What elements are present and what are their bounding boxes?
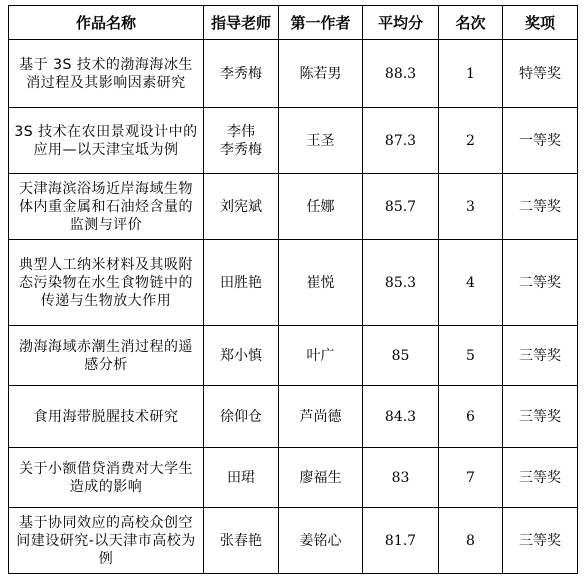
project-title: 3S 技术在农田景观设计中的应用—以天津宝坻为例 <box>9 108 204 174</box>
table-row <box>9 108 578 174</box>
header-row <box>9 6 578 40</box>
rank: 2 <box>439 108 503 174</box>
advisor <box>204 108 279 174</box>
table-row <box>9 240 578 326</box>
advisor <box>204 386 279 448</box>
header-rank: 名次 <box>439 6 503 40</box>
average-score: 85 <box>363 326 439 386</box>
first-author: 任娜 <box>279 174 363 240</box>
advisor-name: 张春艳 <box>220 532 262 549</box>
project-title: 基于协同效应的高校众创空间建设研究-以天津市高校为例 <box>9 508 204 574</box>
advisor-name: 郑小慎 <box>220 347 262 364</box>
award: 三等奖 <box>503 508 578 574</box>
advisor-name: 田胜艳 <box>220 274 262 291</box>
advisor <box>204 326 279 386</box>
award: 特等奖 <box>503 40 578 108</box>
rank: 8 <box>439 508 503 574</box>
advisor <box>204 174 279 240</box>
award: 三等奖 <box>503 326 578 386</box>
project-title: 食用海带脱腥技术研究 <box>9 386 204 448</box>
header-award: 奖项 <box>503 6 578 40</box>
award: 二等奖 <box>503 240 578 326</box>
award: 三等奖 <box>503 386 578 448</box>
average-score: 88.3 <box>363 40 439 108</box>
award: 一等奖 <box>503 108 578 174</box>
first-author: 陈若男 <box>279 40 363 108</box>
first-author: 廖福生 <box>279 448 363 508</box>
first-author: 崔悦 <box>279 240 363 326</box>
advisor <box>204 448 279 508</box>
average-score: 87.3 <box>363 108 439 174</box>
average-score: 84.3 <box>363 386 439 448</box>
average-score: 83 <box>363 448 439 508</box>
first-author: 姜铭心 <box>279 508 363 574</box>
average-score: 81.7 <box>363 508 439 574</box>
average-score: 85.3 <box>363 240 439 326</box>
advisor-name: 李秀梅 <box>220 141 262 158</box>
first-author: 芦尚德 <box>279 386 363 448</box>
rank: 7 <box>439 448 503 508</box>
table-row <box>9 174 578 240</box>
project-title: 基于 3S 技术的渤海海冰生消过程及其影响因素研究 <box>9 40 204 108</box>
award: 三等奖 <box>503 448 578 508</box>
header-title: 作品名称 <box>9 6 204 40</box>
project-title: 关于小额借贷消费对大学生造成的影响 <box>9 448 204 508</box>
header-author: 第一作者 <box>279 6 363 40</box>
project-title: 天津海滨浴场近岸海域生物体内重金属和石油烃含量的监测与评价 <box>9 174 204 240</box>
advisor <box>204 240 279 326</box>
table-row <box>9 40 578 108</box>
advisor-name: 李伟 <box>227 123 255 140</box>
rank: 1 <box>439 40 503 108</box>
advisor <box>204 508 279 574</box>
advisor-name: 徐仰仓 <box>220 408 262 425</box>
project-title: 渤海海域赤潮生消过程的遥感分析 <box>9 326 204 386</box>
rank: 4 <box>439 240 503 326</box>
table-row <box>9 508 578 574</box>
table-row <box>9 386 578 448</box>
advisor-name: 田珺 <box>227 469 255 486</box>
header-score: 平均分 <box>363 6 439 40</box>
first-author: 王圣 <box>279 108 363 174</box>
advisor-name: 刘宪斌 <box>220 198 262 215</box>
project-title: 典型人工纳米材料及其吸附态污染物在水生食物链中的传递与生物放大作用 <box>9 240 204 326</box>
first-author: 叶广 <box>279 326 363 386</box>
table-row <box>9 448 578 508</box>
average-score: 85.7 <box>363 174 439 240</box>
advisor <box>204 40 279 108</box>
rank: 6 <box>439 386 503 448</box>
table-row <box>9 326 578 386</box>
awards-table <box>8 5 578 574</box>
award: 二等奖 <box>503 174 578 240</box>
rank: 5 <box>439 326 503 386</box>
rank: 3 <box>439 174 503 240</box>
header-advisor: 指导老师 <box>204 6 279 40</box>
advisor-name: 李秀梅 <box>220 65 262 82</box>
